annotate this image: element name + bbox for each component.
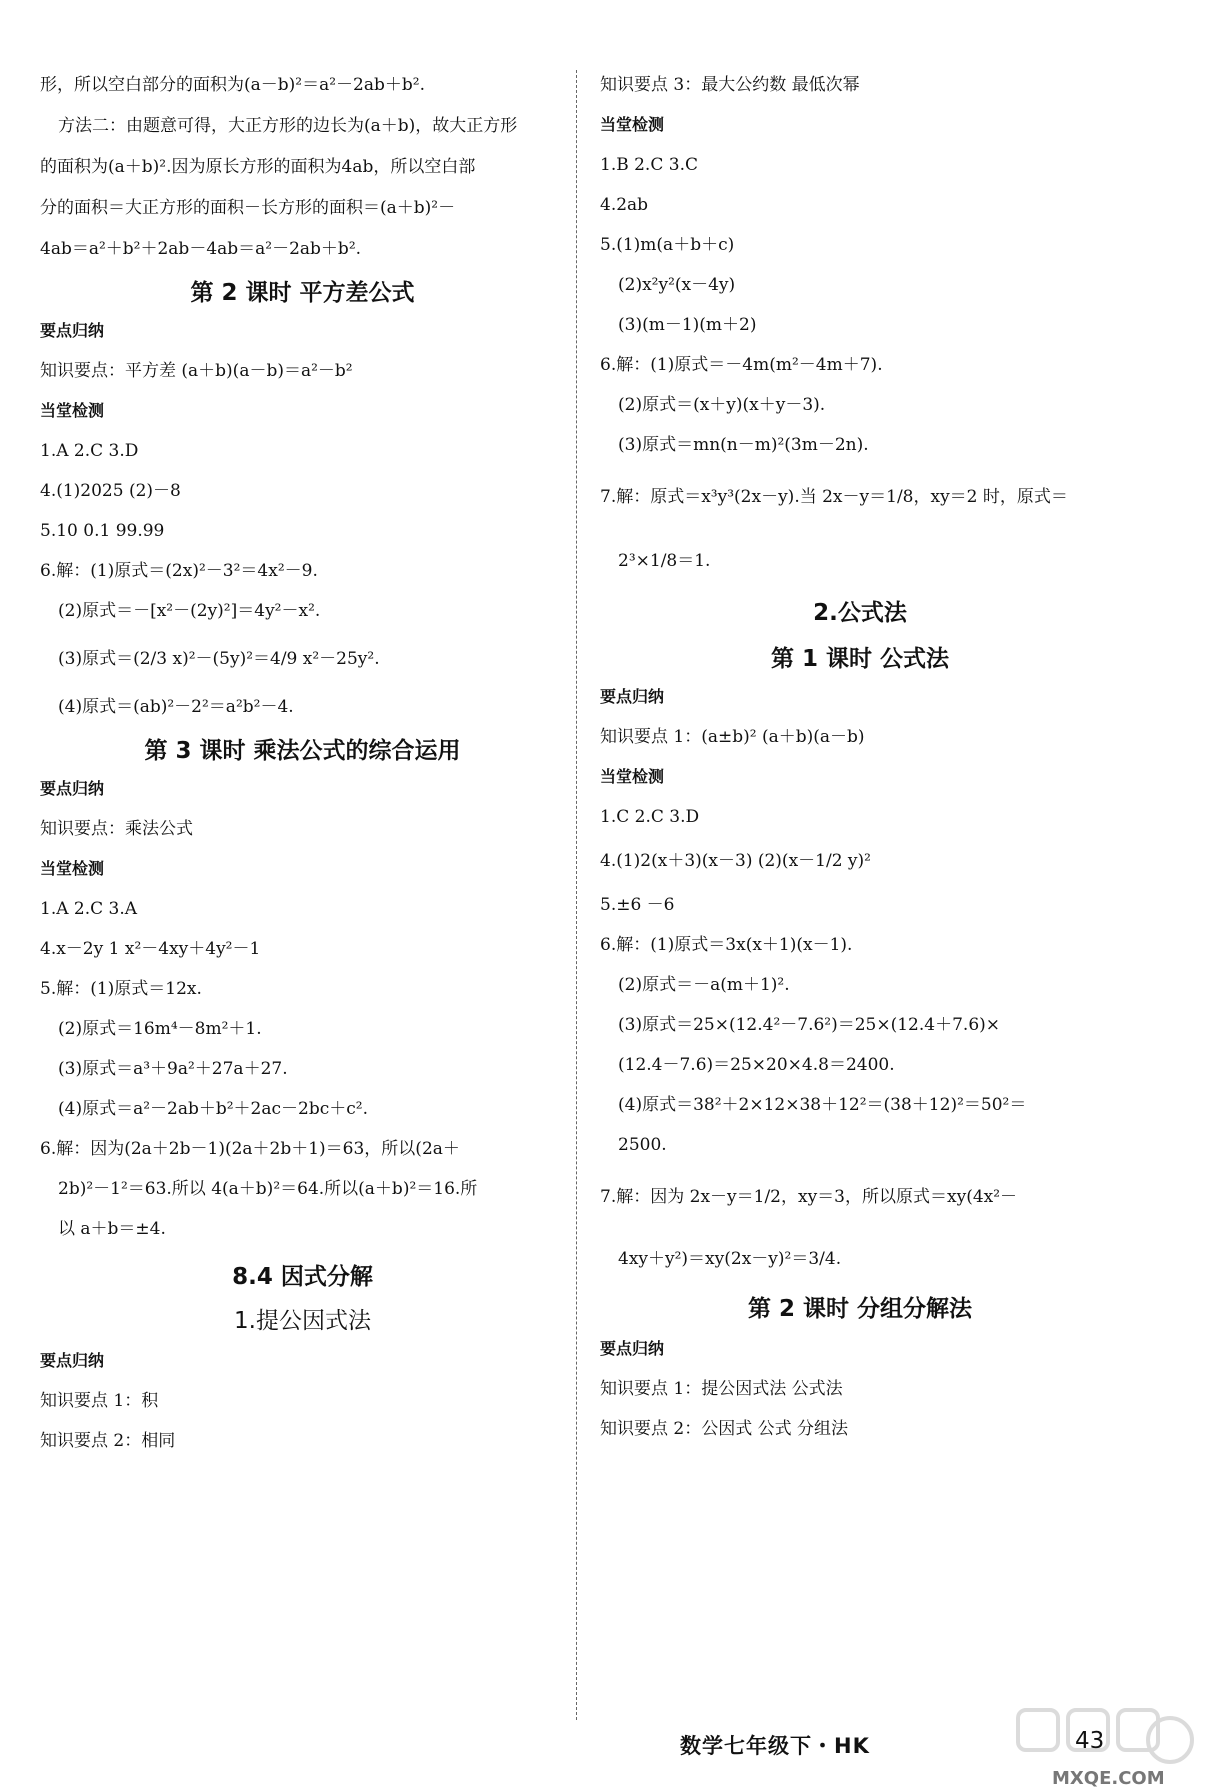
section-heading: 要点归纳 xyxy=(600,1339,665,1358)
text-line: 5.(1)m(a＋b＋c) xyxy=(600,235,735,255)
text-line: 4.2ab xyxy=(600,195,649,215)
text-line: 1.A 2.C 3.D xyxy=(40,441,139,461)
text-line: 7.解：原式＝x³y³(2x－y).当 2x－y＝1/8，xy＝2 时，原式＝ xyxy=(600,487,1068,507)
text-line: (12.4－7.6)＝25×20×4.8＝2400. xyxy=(618,1055,895,1075)
text-line: (2)原式＝－a(m＋1)². xyxy=(618,975,790,995)
text-line: 4xy＋y²)＝xy(2x－y)²＝3/4. xyxy=(618,1249,842,1269)
section-heading: 当堂检测 xyxy=(600,767,665,786)
text-line: (3)原式＝a³＋9a²＋27a＋27. xyxy=(58,1059,288,1079)
text-line: 的面积为(a＋b)².因为原长方形的面积为4ab，所以空白部 xyxy=(40,157,476,177)
lesson-title: 第 2 课时 分组分解法 xyxy=(747,1296,973,1322)
text-line: 知识要点：乘法公式 xyxy=(40,819,193,839)
text-line: 4ab＝a²＋b²＋2ab－4ab＝a²－2ab＋b². xyxy=(40,239,362,259)
text-line: 2b)²－1²＝63.所以 4(a＋b)²＝64.所以(a＋b)²＝16.所 xyxy=(58,1179,478,1199)
section-heading: 要点归纳 xyxy=(40,779,105,798)
text-line: 4.(1)2025 (2)－8 xyxy=(40,481,181,501)
text-line: 1.B 2.C 3.C xyxy=(600,155,698,175)
lesson-title: 第 1 课时 公式法 xyxy=(770,646,950,672)
text-line: (2)x²y²(x－4y) xyxy=(618,275,736,295)
page-number: 43 xyxy=(1075,1728,1105,1754)
text-line: 2³×1/8＝1. xyxy=(618,551,711,571)
text-line: (3)(m－1)(m＋2) xyxy=(618,315,757,335)
text-line: 1.A 2.C 3.A xyxy=(40,899,138,919)
text-line: 知识要点 3：最大公约数 最低次幂 xyxy=(600,75,860,95)
text-line: (3)原式＝25×(12.4²－7.6²)＝25×(12.4＋7.6)× xyxy=(618,1015,1001,1035)
text-line: 5.10 0.1 99.99 xyxy=(40,521,165,541)
text-line: 1.C 2.C 3.D xyxy=(600,807,700,827)
text-line: 6.解：(1)原式＝－4m(m²－4m＋7). xyxy=(600,355,883,375)
text-line: (2)原式＝－[x²－(2y)²]＝4y²－x². xyxy=(58,601,321,621)
text-line: 4.x－2y 1 x²－4xy＋4y²－1 xyxy=(40,939,261,959)
text-line: 5.解：(1)原式＝12x. xyxy=(40,979,202,999)
lesson-title: 第 2 课时 平方差公式 xyxy=(190,280,415,306)
text-line: 知识要点 1：(a±b)² (a＋b)(a－b) xyxy=(600,727,865,747)
section-heading: 当堂检测 xyxy=(40,401,105,420)
text-line: 2500. xyxy=(618,1135,667,1155)
section-title: 8.4 因式分解 xyxy=(232,1264,373,1290)
text-line: (2)原式＝16m⁴－8m²＋1. xyxy=(58,1019,262,1039)
subsection-title: 1.提公因式法 xyxy=(234,1308,371,1334)
section-heading: 要点归纳 xyxy=(40,321,105,340)
text-line: (4)原式＝38²＋2×12×38＋12²＝(38＋12)²＝50²＝ xyxy=(618,1095,1027,1115)
lesson-title: 第 3 课时 乘法公式的综合运用 xyxy=(144,738,461,764)
section-heading: 当堂检测 xyxy=(40,859,105,878)
text-line: 形，所以空白部分的面积为(a－b)²＝a²－2ab＋b². xyxy=(40,75,425,95)
book-title-footer: 数学七年级下・HK xyxy=(680,1734,870,1758)
section-title: 2.公式法 xyxy=(813,600,907,626)
text-line: 6.解：(1)原式＝(2x)²－3²＝4x²－9. xyxy=(40,561,318,581)
text-line: 方法二：由题意可得，大正方形的边长为(a＋b)，故大正方形 xyxy=(58,116,518,136)
text-line: (3)原式＝mn(n－m)²(3m－2n). xyxy=(618,435,869,455)
right-column xyxy=(600,60,1120,1440)
watermark-text: MXQE.COM xyxy=(1052,1768,1165,1789)
text-line: 6.解：(1)原式＝3x(x＋1)(x－1). xyxy=(600,935,853,955)
text-line: 知识要点 1：积 xyxy=(40,1391,159,1411)
column-divider xyxy=(576,70,577,1720)
section-heading: 要点归纳 xyxy=(600,687,665,706)
section-heading: 当堂检测 xyxy=(600,115,665,134)
text-line: (4)原式＝(ab)²－2²＝a²b²－4. xyxy=(58,697,294,717)
text-line: 6.解：因为(2a＋2b－1)(2a＋2b＋1)＝63，所以(2a＋ xyxy=(40,1139,460,1159)
text-line: (4)原式＝a²－2ab＋b²＋2ac－2bc＋c². xyxy=(58,1099,368,1119)
text-line: 4.(1)2(x＋3)(x－3) (2)(x－1/2 y)² xyxy=(600,851,871,871)
text-line: 知识要点 2：公因式 公式 分组法 xyxy=(600,1419,849,1439)
text-line: (3)原式＝(2/3 x)²－(5y)²＝4/9 x²－25y². xyxy=(58,649,380,669)
text-line: 以 a＋b＝±4. xyxy=(58,1219,166,1239)
text-line: 知识要点 2：相同 xyxy=(40,1431,176,1451)
text-line: (2)原式＝(x＋y)(x＋y－3). xyxy=(618,395,826,415)
left-column xyxy=(40,60,565,1452)
text-line: 知识要点 1：提公因式法 公式法 xyxy=(600,1379,843,1399)
text-line: 5.±6 －6 xyxy=(600,895,675,915)
text-line: 分的面积＝大正方形的面积－长方形的面积＝(a＋b)²－ xyxy=(40,198,456,218)
text-line: 7.解：因为 2x－y＝1/2，xy＝3，所以原式＝xy(4x²－ xyxy=(600,1187,1018,1207)
section-heading: 要点归纳 xyxy=(40,1351,105,1370)
text-line: 知识要点：平方差 (a＋b)(a－b)＝a²－b² xyxy=(40,361,353,381)
